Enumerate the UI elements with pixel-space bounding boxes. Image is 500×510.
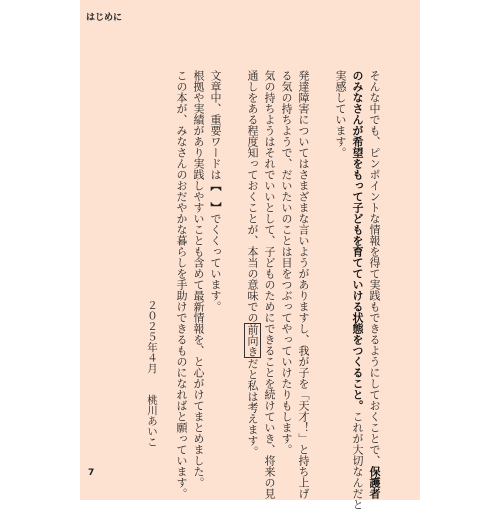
text-line-2: のみなさんが希望をもって子どもを育てていける状態をつくること。これが大切なんだと [351, 70, 364, 510]
page-number: 7 [88, 468, 95, 478]
signature-author: 桃川あいこ [146, 394, 158, 447]
emphasized-text: のみなさんが希望をもって子どもを育てていける状態をつくること。 [351, 70, 364, 411]
signature-line [144, 300, 158, 450]
bracket-mark: 【 】 [209, 180, 222, 213]
emphasized-text: 保護者 [368, 466, 381, 499]
book-page [80, 0, 420, 510]
text-line-3: 実感しています。 [334, 70, 347, 158]
text-line-8: 文章中、重要ワードは【 】でくくっています。 [209, 70, 222, 312]
text-line-7: 通しをある程度知っておくことが、本当の意味での前向きだと私は考えます。 [246, 70, 259, 457]
running-head: はじめに [86, 13, 123, 23]
text-line-9: 根拠や実績があり実践しやすいことも含めて最新情報を、と心がけてまとめました。 [192, 70, 205, 488]
text-line-5: る気の持ちようで、だいたいのことは目をつぶってやっていけたりもします。 [280, 70, 293, 455]
text-line-10: この本が、みなさんのおだやかな暮らしを手助けできるものになればと願っています。 [175, 70, 188, 499]
signature-date: ２０２５年４月 [146, 300, 158, 374]
text-line-4: 発達障害についてはさまざまな言いようがありますし、我が子を「天才！」と持ち上げ [297, 70, 310, 499]
boxed-word: 前向き [246, 324, 259, 357]
text-line-6: 気の持ちようはそれでいいとして、子どものためにできることを続けていき、将来の見 [263, 70, 276, 499]
text-line-1: そんな中でも、ピンポイントな情報を得て実践もできるようにしておくことで、保護者 [368, 70, 381, 499]
